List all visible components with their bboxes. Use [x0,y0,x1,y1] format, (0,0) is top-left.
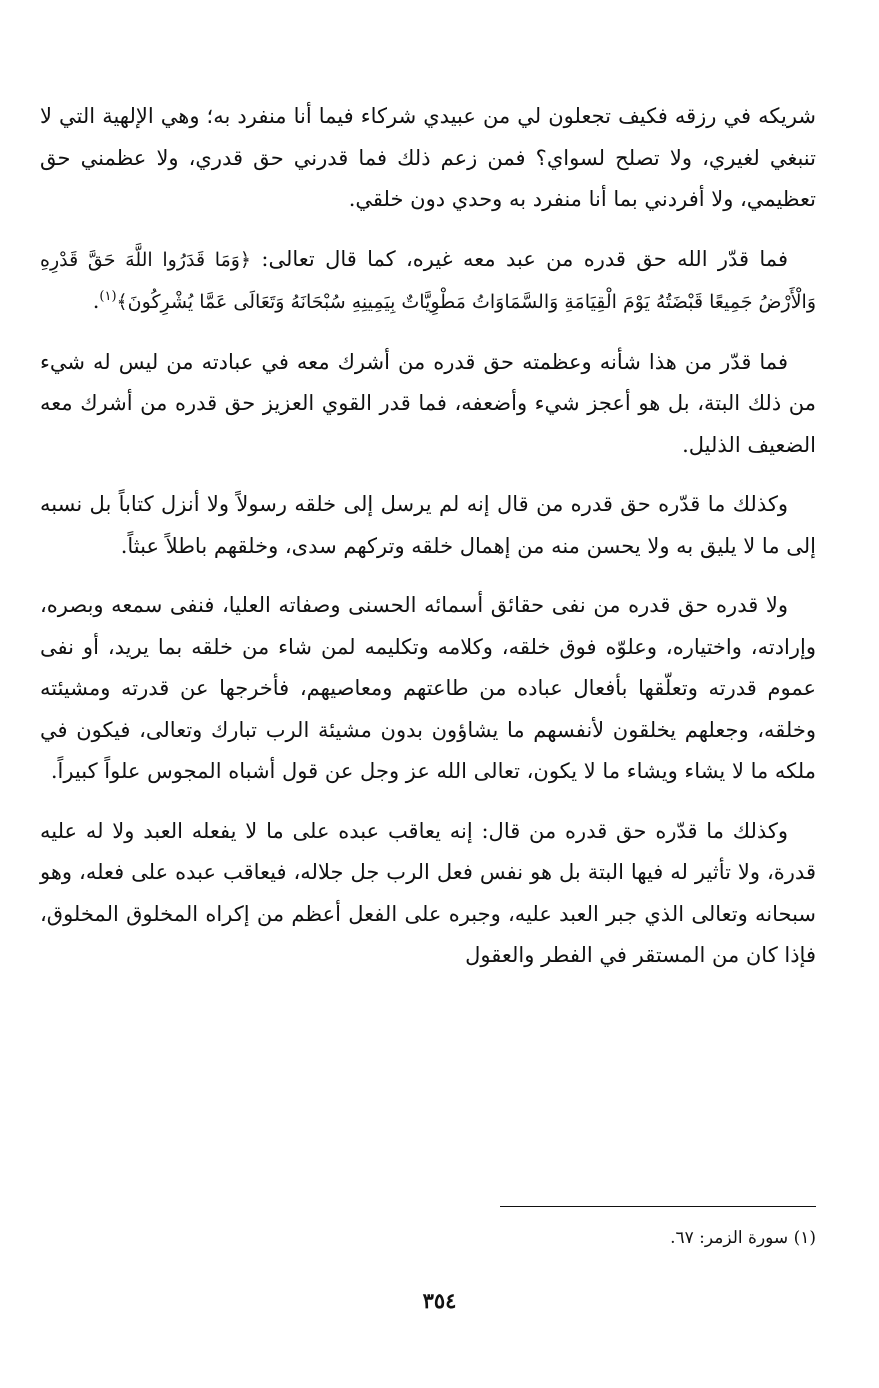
paragraph [40,484,816,567]
paragraph [40,585,816,793]
paragraph-with-verse [40,239,816,324]
page-number: ٣٥٤ [422,1288,457,1313]
footnote: (١) سورة الزمر: ٦٧. [670,1228,816,1248]
paragraph-text: ولا قدره حق قدره من نفى حقائق أسمائه الحسنى وصفاته العليا، فنفى سمعه وبصره، وإرادته، واختياره، وعلوّه فوق خلقه، وكلامه وتكليمه لمن شاء من خلقه بما يريد، أو نفى عموم قدرته وتعلّقها بأفعال عباده من طاعتهم ومعاصيهم، فأخرجها عن قدرته ومشيئته وخلقه، وجعلهم يخلقون لأنفسهم ما يشاؤون بدون مشيئة الرب تبارك وتعالى، فيكون في ملكه ما لا يشاء ويشاء ما لا يكون، تعالى الله عز وجل عن قول أشباه المجوس علواً كبيراً. [40,593,816,783]
paragraph-text: فما قدّر من هذا شأنه وعظمته حق قدره من أشرك معه في عبادته من ليس له شيء من ذلك البتة، بل هو أعجز شيء وأضعفه، فما قدر القوي العزيز حق قدره من أشرك معه الضعيف الذليل. [40,349,816,457]
paragraph-text: وكذلك ما قدّره حق قدره من قال: إنه يعاقب عبده على ما لا يفعله العبد ولا له عليه قدرة، ولا تأثير له فيها البتة بل هو نفس فعل الرب جل جلاله، فيعاقب عبده على فعله، وهو سبحانه وتعالى الذي جبر العبد عليه، وجبره على الفعل أعظم من إكراه المخلوق المخلوق، فإذا كان من المستقر في الفطر والعقول [40,818,816,967]
paragraph-text: وكذلك ما قدّره حق قدره من قال إنه لم يرسل إلى خلقه رسولاً ولا أنزل كتاباً بل نسبه إلى ما لا يليق به ولا يحسن منه من إهمال خلقه وتركهم سدى، وخلقهم باطلاً عبثاً. [40,492,816,558]
paragraph-text: شريكه في رزقه فكيف تجعلون لي من عبيدي شركاء فيما أنا منفرد به؛ وهي الإلهية التي لا تنبغي لغيري، ولا تصلح لسواي؟ فمن زعم ذلك فما قدرني حق قدري، ولا عظمني حق تعظيمي، ولا أفردني بما أنا منفرد به وحدي دون خلقي. [40,104,816,211]
footnote-reference: (١) [99,289,117,304]
paragraph-text: فما قدّر الله حق قدره من عبد معه غيره، كما قال تعالى: [251,246,788,271]
quran-verse: ﴿وَمَا قَدَرُوا اللَّهَ حَقَّ قَدْرِهِ وَالْأَرْضُ جَمِيعًا قَبْضَتُهُ يَوْمَ الْقِيَامَةِ وَالسَّمَاوَاتُ مَطْوِيَّاتٌ بِيَمِينِهِ سُبْحَانَهُ وَتَعَالَى عَمَّا يُشْرِكُونَ﴾ [40,248,816,313]
paragraph [40,811,816,977]
paragraph [40,96,816,221]
page-body [40,96,816,995]
paragraph-text-end: . [92,289,100,313]
paragraph [40,342,816,467]
footnote-separator [500,1206,816,1207]
